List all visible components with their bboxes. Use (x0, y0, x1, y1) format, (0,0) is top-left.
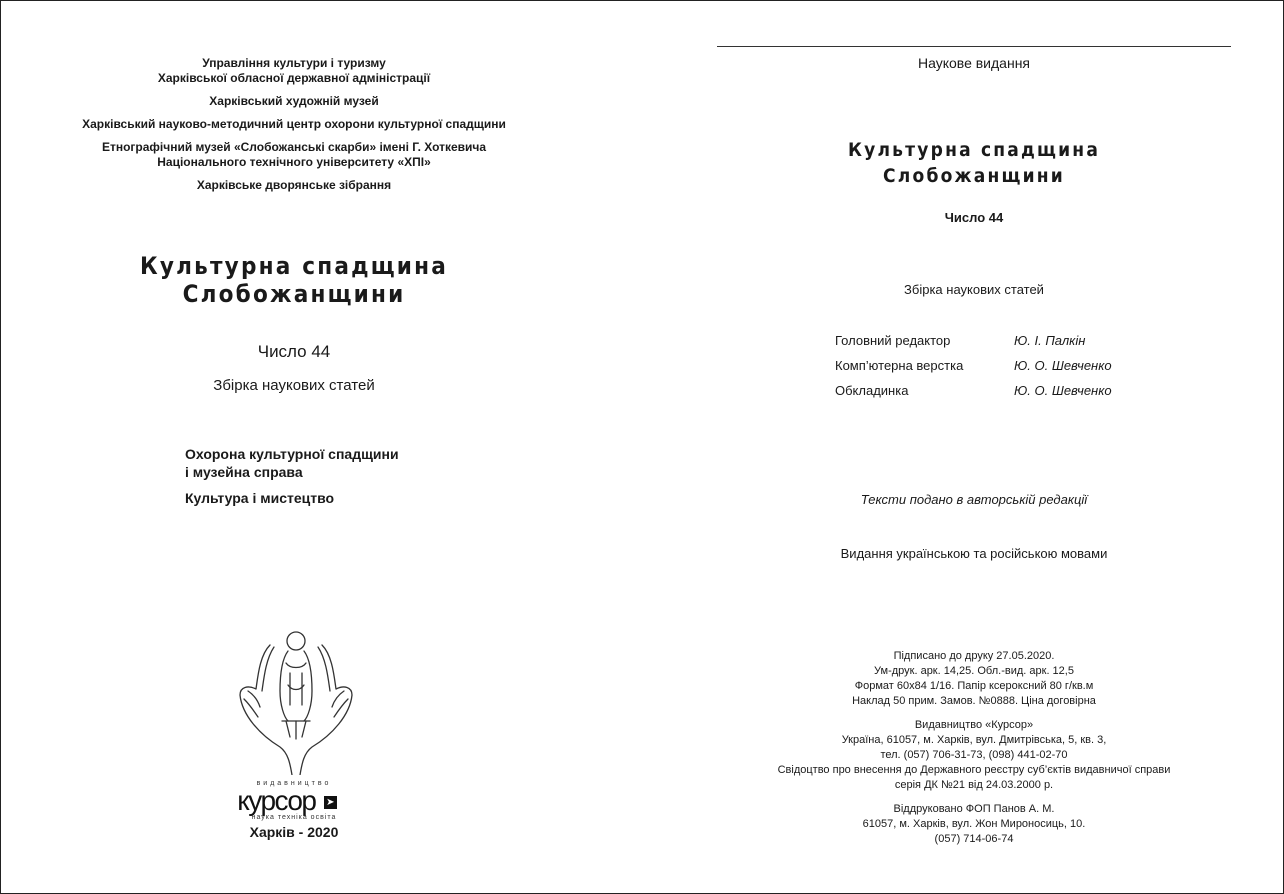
edition-type: Наукове видання (917, 55, 1031, 71)
publisher-line: тел. (057) 706-31-73, (098) 441-02-70 (880, 749, 1068, 761)
print-line: Наклад 50 прим. Замов. №0888. Ціна договірна (852, 695, 1096, 707)
section-line: Культура і мистецтво (185, 490, 335, 506)
title-line: Слобожанщини (182, 280, 406, 308)
publisher-line: Свідоцтво про внесення до Державного реєстру суб’єктів видавничої справи (777, 764, 1171, 776)
printer-line: (057) 714-06-74 (934, 833, 1014, 845)
institution-line: Харківської обласної державної адміністрації (157, 71, 431, 85)
credit-name: Ю. О. Шевченко (1014, 383, 1112, 398)
publisher-line: серія ДК №21 від 24.03.2000 р. (894, 779, 1054, 791)
publisher-line: Україна, 61057, м. Харків, вул. Дмитрівська, 5, кв. 3, (841, 734, 1107, 746)
institution-line: Харківський науково-методичний центр охорони культурної спадщини (82, 117, 506, 131)
right-title (717, 137, 1231, 189)
credit-name: Ю. І. Палкін (1014, 333, 1086, 348)
logo-word: курсор (237, 785, 316, 816)
print-info (717, 649, 1231, 709)
institution-line: Харківський художній музей (209, 94, 379, 108)
institution-line: Етнографічний музей «Слобожанські скарби» імені Г. Хоткевича (101, 140, 487, 154)
publisher-small-bottom: наука техніка освіта (251, 814, 337, 821)
institution-line: Управління культури і туризму (202, 56, 386, 70)
languages-note: Видання українською та російською мовами (840, 546, 1108, 561)
section-line: Охорона культурної спадщини (185, 446, 399, 462)
left-collection: Збірка наукових статей (213, 377, 375, 394)
left-issue: Число 44 (257, 342, 331, 361)
print-line: Формат 60x84 1/16. Папір ксероксний 80 г/кв.м (854, 680, 1094, 692)
institutions-block (74, 56, 514, 193)
credit-role: Головний редактор (835, 333, 951, 348)
print-line: Підписано до друку 27.05.2020. (893, 650, 1055, 662)
title-line: Культурна спадщина (139, 252, 449, 280)
right-issue: Число 44 (944, 210, 1004, 225)
publisher-logo-text (210, 787, 364, 815)
city-year: Харків - 2020 (249, 824, 339, 840)
institution-line: Харківське дворянське зібрання (196, 178, 392, 192)
hands-figure-emblem (230, 625, 362, 775)
top-rule (717, 46, 1231, 47)
institution-line: Національного технічного університету «ХПІ» (157, 155, 431, 169)
left-sections (185, 445, 399, 507)
credit-role: Обкладинка (835, 383, 909, 398)
publisher-info (717, 718, 1231, 793)
printer-line: 61057, м. Харків, вул. Жон Мироносиць, 10. (862, 818, 1086, 830)
printer-info (717, 802, 1231, 847)
publisher-small-top: видавництво (256, 780, 332, 787)
cursor-arrow-icon: ➤ (324, 796, 337, 809)
title-line: Культурна спадщина (847, 139, 1101, 161)
left-title (74, 252, 514, 308)
credit-role: Комп’ютерна верстка (835, 358, 964, 373)
author-note: Тексти подано в авторській редакції (860, 492, 1088, 507)
right-collection: Збірка наукових статей (904, 282, 1044, 297)
printer-line: Віддруковано ФОП Панов А. М. (893, 803, 1055, 815)
credit-name: Ю. О. Шевченко (1014, 358, 1112, 373)
title-line: Слобожанщини (883, 165, 1065, 187)
print-line: Ум-друк. арк. 14,25. Обл.-вид. арк. 12,5 (874, 665, 1074, 677)
publisher-logo (224, 780, 364, 840)
publisher-line: Видавництво «Курсор» (914, 719, 1034, 731)
section-line: і музейна справа (185, 464, 303, 480)
